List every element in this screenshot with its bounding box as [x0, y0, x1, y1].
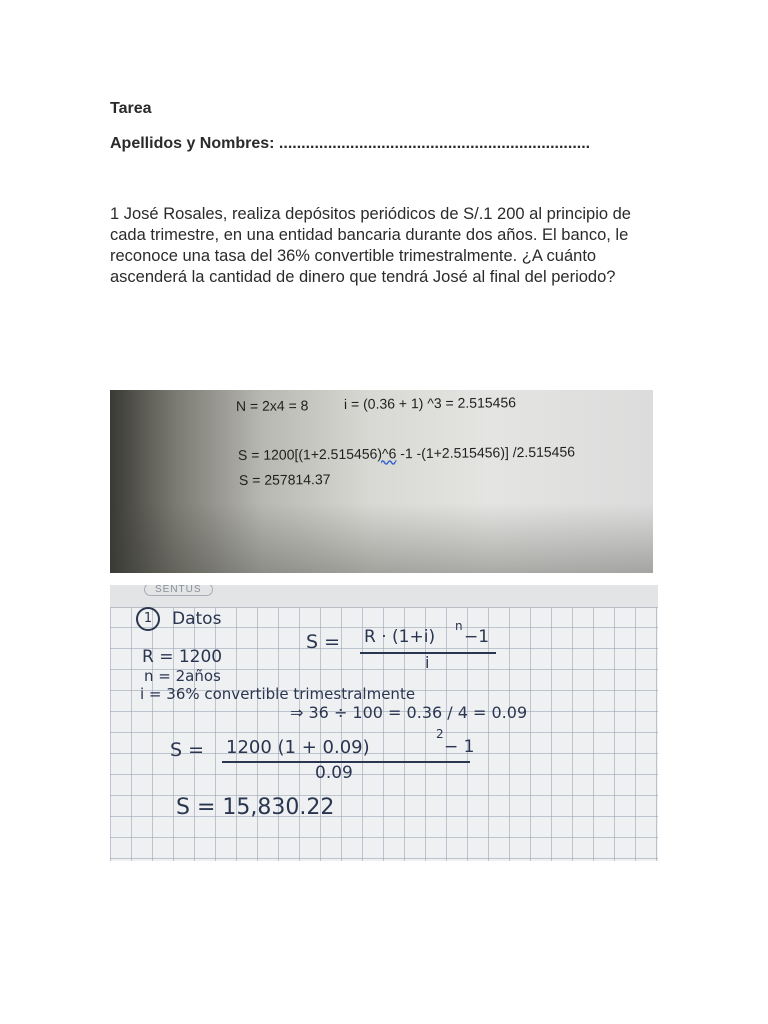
notebook-photo	[110, 585, 658, 861]
screen-n-line: N = 2x4 = 8	[235, 397, 309, 414]
final-result: S = 15,830.22	[176, 795, 335, 820]
screen-photo	[110, 390, 653, 573]
i-value-line: i = 36% convertible trimestralmente	[140, 685, 416, 703]
r-value-line: R = 1200	[142, 647, 223, 667]
step-number-badge: 1	[136, 607, 160, 631]
screen-i-line: i = (0.36 + 1) ^3 = 2.515456	[343, 394, 517, 412]
rate-calculation-line: ⇒ 36 ÷ 100 = 0.36 / 4 = 0.09	[290, 703, 528, 722]
name-field-label: Apellidos y Nombres: ......................................................................	[110, 135, 591, 152]
n-value-line: n = 2años	[144, 667, 221, 685]
solution-exponent: 2	[436, 727, 444, 741]
problem-statement: 1 José Rosales, realiza depósitos periódicos de S/.1 200 al principio de cada trimestre, en una entidad bancaria durante dos años. El banco, le reconoce una tasa del 36% convertible trimestralmente. ¿A cuánto ascenderá la cantidad de dinero que tendrá José al final del periodo?	[110, 205, 631, 286]
formula-minus-one: −1	[464, 627, 490, 647]
formula-numerator: R · (1+i)	[364, 627, 436, 647]
formula-exponent: n	[455, 619, 463, 633]
solution-numerator: 1200 (1 + 0.09)	[226, 737, 370, 758]
screen-s-result: S = 257814.37	[238, 471, 331, 488]
formula-denominator: i	[425, 653, 430, 672]
solution-minus-one: − 1	[444, 737, 475, 757]
page-title: Tarea	[110, 100, 152, 117]
notebook-brand: SENTUS	[144, 585, 213, 596]
solution-denominator: 0.09	[315, 763, 353, 783]
solution-lhs: S =	[170, 739, 205, 761]
notebook-header-strip	[110, 585, 658, 608]
notebook-heading: Datos	[172, 609, 222, 629]
screen-s-formula: S = 1200[(1+2.515456)^6 -1 -(1+2.515456)] /2.515456	[237, 443, 576, 463]
formula-lhs: S =	[306, 631, 341, 653]
